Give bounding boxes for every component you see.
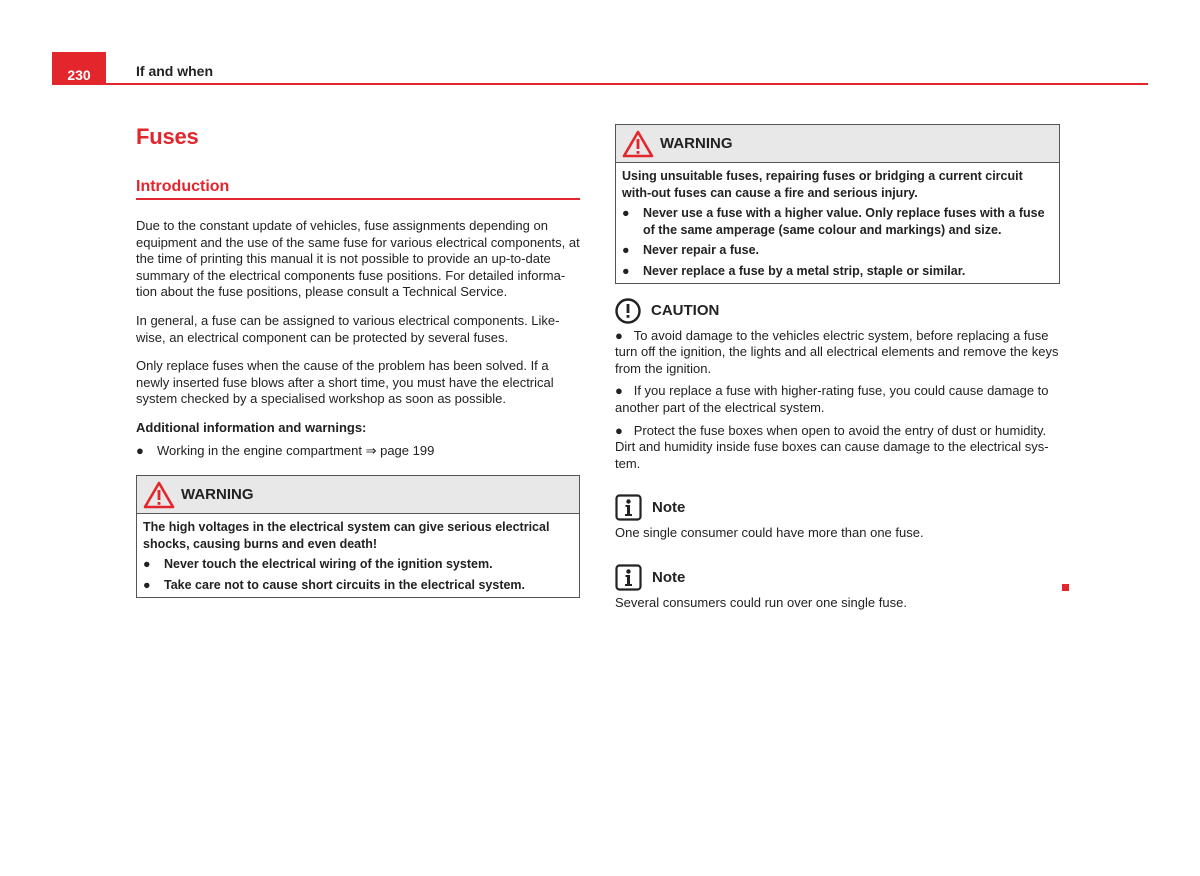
bullet-marker: ● [622, 206, 630, 221]
left-column [136, 124, 580, 598]
warning-triangle-icon [143, 481, 175, 509]
bullet-marker: ● [143, 557, 151, 572]
subsection-title: Introduction [136, 178, 580, 200]
cross-reference-link[interactable]: Working in the engine compartment ⇒ page 199 [157, 442, 435, 458]
header-rule [52, 83, 1148, 85]
warning-intro: Using unsuitable fuses, repairing fuses or bridging a current circuit with-out fuses can cause a fire and serious injury. [622, 169, 1023, 200]
bullet-marker: ● [615, 327, 623, 343]
warning-header [616, 125, 1059, 163]
warning-item: Never touch the electrical wiring of the ignition system. [164, 557, 493, 572]
list-item [622, 205, 1053, 238]
warning-box-left [136, 475, 580, 597]
list-item [615, 423, 1060, 473]
caution-item [615, 328, 1060, 378]
page-number: 230 [52, 52, 106, 85]
list-item [615, 383, 1060, 416]
warning-title: WARNING [660, 135, 733, 152]
note-title: Note [652, 499, 686, 517]
note-title: Note [652, 568, 686, 586]
bullet-marker: ● [615, 422, 623, 438]
warning-item: Never repair a fuse. [643, 243, 760, 258]
warning-box-right [615, 124, 1060, 284]
list-item [136, 443, 580, 460]
list-item [622, 263, 1053, 280]
warning-title: WARNING [181, 486, 254, 504]
list-item [622, 242, 1053, 259]
list-item [615, 328, 1060, 378]
bullet-marker: ● [622, 243, 630, 258]
warning-triangle-icon [622, 130, 654, 158]
info-icon [615, 564, 642, 591]
paragraph-1: Due to the constant update of vehicles, fuse assignments depending on equipment and the use of the same fuse for various electrical components, at the time of printing this manual it is not possible to provide an up-to-date summary of the electrical components fuse positions. For detailed informa-tion about the fuse positions, please consult a Technical Service. [136, 218, 580, 300]
bullet-marker: ● [143, 577, 151, 592]
warning-header [137, 476, 579, 514]
section-end-marker [1062, 584, 1069, 591]
warning-item: Take care not to cause short circuits in the electrical system. [164, 577, 526, 592]
caution-item [615, 423, 1060, 473]
note-text: Several consumers could run over one single fuse. [615, 594, 907, 610]
warning-item: Never use a fuse with a higher value. Only replace fuses with a fuse of the same amperage (same colour and markings) and size. [643, 206, 1045, 237]
paragraph-3: Only replace fuses when the cause of the problem has been solved. If a newly inserted fuse blows after a short time, you must have the electrical system checked by a specialised workshop as soon as possible. [136, 358, 554, 407]
note-header [615, 494, 1060, 521]
exclamation-circle-icon [615, 298, 641, 324]
bullet-marker: ● [615, 383, 623, 399]
list-item [143, 577, 573, 594]
paragraph-2: In general, a fuse can be assigned to various electrical components. Like-wise, an electrical component can be protected by several fuses. [136, 312, 560, 345]
warning-body [616, 163, 1059, 283]
list-item [143, 556, 573, 573]
info-icon [615, 494, 642, 521]
warning-body [137, 514, 579, 596]
section-title: Fuses [136, 124, 199, 149]
right-column [615, 124, 1060, 612]
running-header-title: If and when [136, 63, 213, 79]
caution-item [615, 383, 1060, 416]
additional-info-heading: Additional information and warnings: [136, 419, 367, 435]
warning-intro: The high voltages in the electrical system can give serious electrical shocks, causing burns and even death! [143, 520, 550, 551]
caution-item-text: To avoid damage to the vehicles electric system, before replacing a fuse turn off the ignition, the lights and all electrical elements and remove the keys from the ignition. [615, 327, 1059, 376]
bullet-marker: ● [622, 263, 630, 278]
warning-item: Never replace a fuse by a metal strip, staple or similar. [643, 263, 966, 278]
caution-item-text: Protect the fuse boxes when open to avoid the entry of dust or humidity. Dirt and humidity inside fuse boxes can cause damage to the electrical sys-tem. [615, 422, 1049, 471]
caution-item-text: If you replace a fuse with higher-rating fuse, you could cause damage to another part of the electrical system. [615, 383, 1049, 415]
bullet-marker: ● [136, 442, 144, 458]
caution-header [615, 298, 1060, 324]
note-text: One single consumer could have more than one fuse. [615, 525, 924, 541]
note-header [615, 564, 1060, 591]
caution-title: CAUTION [651, 302, 720, 320]
